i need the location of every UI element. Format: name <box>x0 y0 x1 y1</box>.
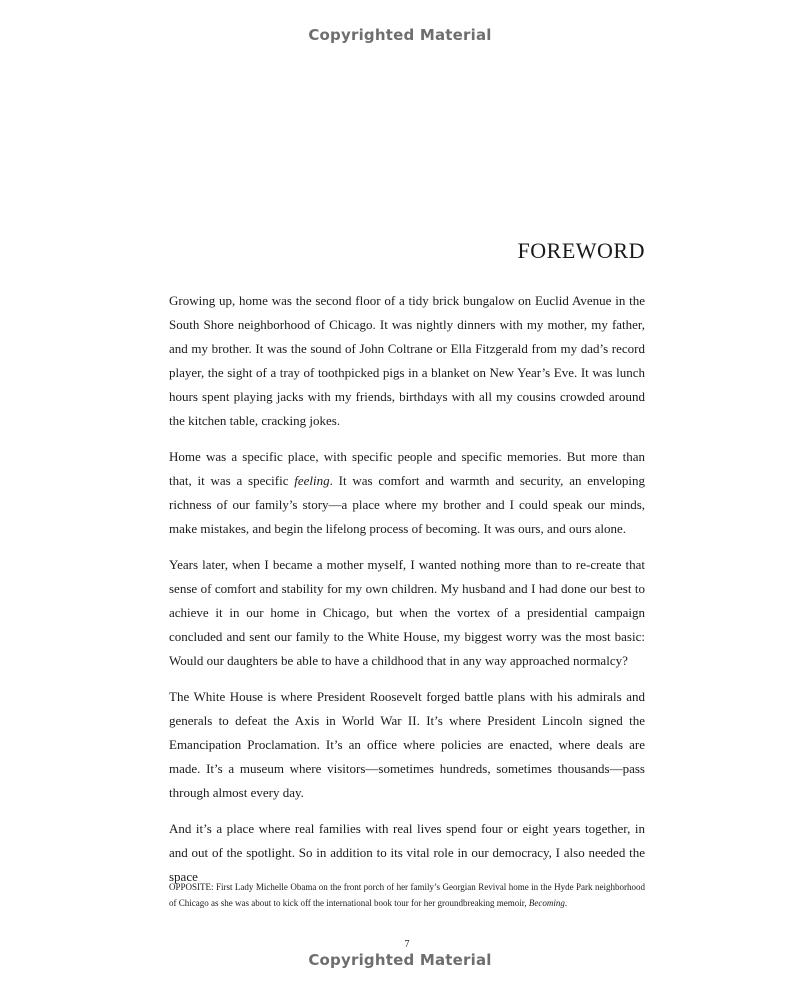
caption-end: . <box>564 898 568 908</box>
caption-book-title: Becoming <box>528 898 565 908</box>
foreword-body <box>169 289 645 901</box>
chapter-heading: FOREWORD <box>517 238 645 263</box>
page-number: 7 <box>404 939 410 950</box>
caption-text: OPPOSITE: First Lady Michelle Obama on the front porch of her family’s Georgian Revival home in the Hyde Park neighborhood of Chicago as she was about to kick off the international book tour for her groundbreaking memoir, <box>169 882 645 908</box>
photo-caption <box>169 879 645 911</box>
paragraph-4: The White House is where President Roosevelt forged battle plans with his admirals and generals to defeat the Axis in World War II. It’s where President Lincoln signed the Emancipation Proclamation. It’s an office where policies are enacted, where deals are made. It’s a museum where visitors—sometimes hundreds, sometimes thousands—pass through almost every day. <box>169 689 645 800</box>
paragraph-1: Growing up, home was the second floor of a tidy brick bungalow on Euclid Avenue in the South Shore neighborhood of Chicago. It was nightly dinners with my mother, my father, and my brother. It was the sound of John Coltrane or Ella Fitzgerald from my dad’s record player, the sight of a tray of toothpicked pigs in a blanket on New Year’s Eve. It was lunch hours spent playing jacks with my friends, birthdays with all my cousins crowded around the kitchen table, cracking jokes. <box>169 293 645 428</box>
paragraph-3: Years later, when I became a mother myself, I wanted nothing more than to re-create that sense of comfort and stability for my own children. My husband and I had done our best to achieve it in our home in Chicago, but when the vortex of a presidential campaign concluded and sent our family to the White House, my biggest worry was the most basic: Would our daughters be able to have a childhood that in any way approached normalcy? <box>169 557 645 668</box>
copyright-watermark-top: Copyrighted Material <box>308 26 492 44</box>
paragraph-5: And it’s a place where real families with real lives spend four or eight years together, in and out of the spotlight. So in addition to its vital role in our democracy, I also needed the space <box>169 821 645 884</box>
paragraph-2-start: Home was a specific place, with specific people and specific memories. But more than that, it was a specific <box>169 449 645 488</box>
paragraph-2 <box>169 445 645 541</box>
copyright-watermark-bottom: Copyrighted Material <box>308 951 492 969</box>
paragraph-2-end: . It was comfort and warmth and security, an enveloping richness of our family’s story—a place where my brother and I could speak our minds, make mistakes, and begin the lifelong process of becoming. It was ours, and ours alone. <box>169 473 645 536</box>
paragraph-2-emphasis: feeling <box>294 473 330 488</box>
